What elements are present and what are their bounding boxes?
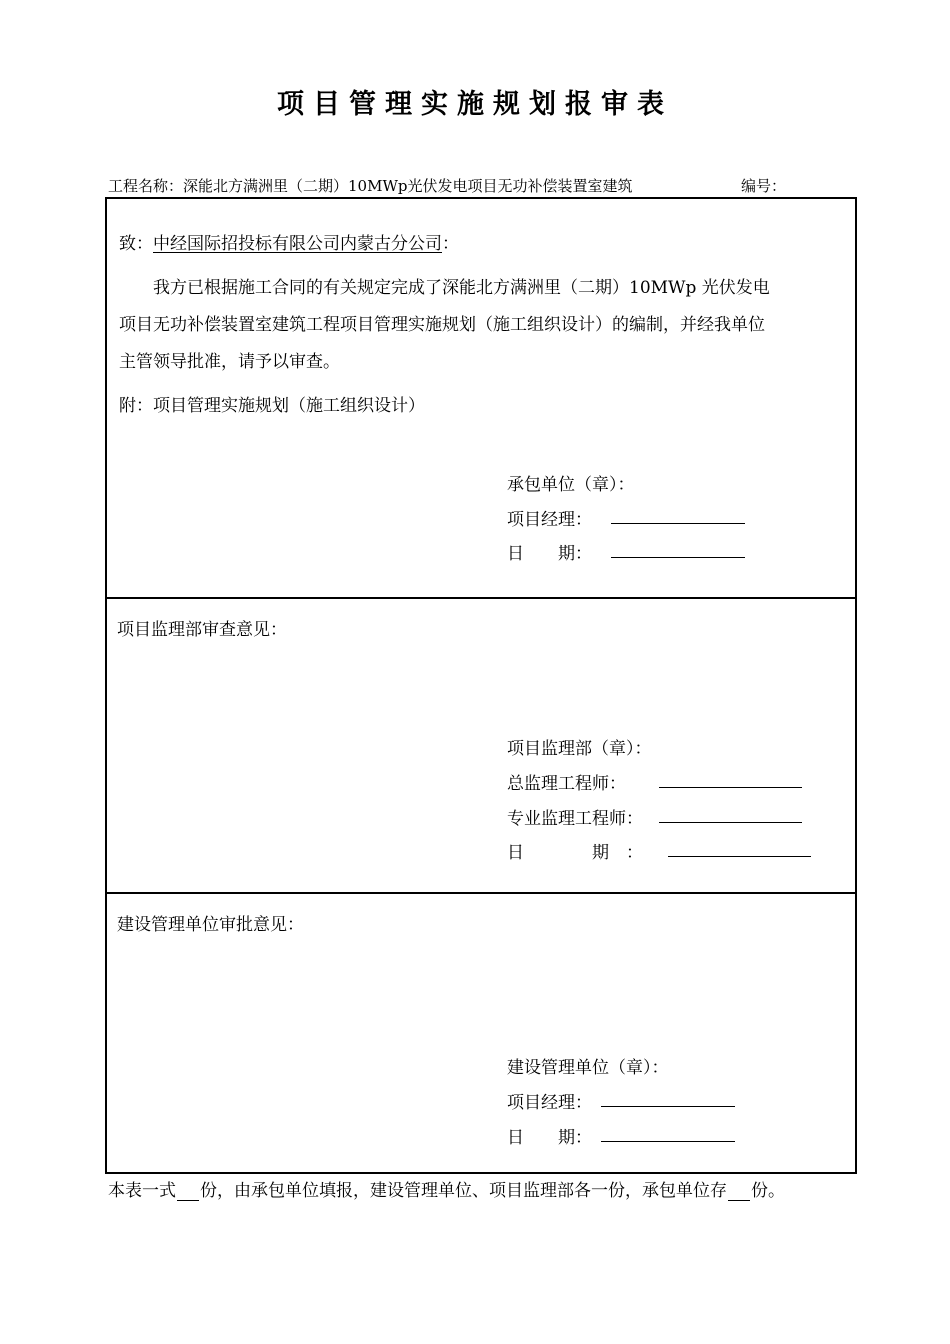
project-name-field: [108, 175, 632, 196]
supervision-heading: 项目监理部审查意见：: [117, 620, 287, 640]
attachment-note: 附：项目管理实施规划（施工组织设计）: [119, 396, 425, 416]
contractor-seal-label: 承包单位（章）：: [507, 475, 635, 495]
recipient-suffix: ：: [442, 234, 459, 254]
project-name-value: 深能北方满洲里（二期）10MWp光伏发电项目无功补偿装置室建筑: [183, 177, 633, 195]
supervision-dept-seal-label: 项目监理部（章）：: [507, 739, 652, 759]
contractor-submission-section: [105, 197, 857, 599]
owner-unit-seal-label: 建设管理单位（章）：: [507, 1058, 669, 1078]
to-prefix: 致：: [119, 234, 153, 254]
chief-engineer-label: 总监理工程师：: [507, 774, 626, 794]
copies-blank[interactable]: [177, 1185, 199, 1201]
date-signature-line[interactable]: [611, 557, 745, 558]
project-manager-signature-line[interactable]: [611, 523, 745, 524]
footer-text-1: 本表一式: [108, 1181, 176, 1201]
footer-text-3: 份。: [751, 1181, 785, 1201]
owner-approval-section: [105, 892, 857, 1174]
project-manager-label: 项目经理：: [507, 510, 592, 530]
form-title: 项目管理实施规划报审表: [277, 89, 673, 120]
body-text-line-2: 项目无功补偿装置室建筑工程项目管理实施规划（施工组织设计）的编制，并经我单位: [119, 315, 765, 335]
owner-date-signature-line[interactable]: [601, 1141, 735, 1142]
recipient-line: [119, 229, 459, 254]
body-text-line-1: 我方已根据施工合同的有关规定完成了深能北方满洲里（二期）10MWp 光伏发电: [153, 278, 770, 298]
supervision-date-signature-line[interactable]: [668, 856, 811, 857]
owner-date-label: 日 期：: [507, 1128, 592, 1148]
specialist-engineer-label: 专业监理工程师：: [507, 809, 643, 829]
serial-number-label: 编号：: [741, 177, 787, 195]
owner-approval-heading: 建设管理单位审批意见：: [117, 915, 304, 935]
owner-project-manager-signature-line[interactable]: [601, 1106, 735, 1107]
chief-engineer-signature-line[interactable]: [659, 787, 802, 788]
retained-copies-blank[interactable]: [728, 1185, 750, 1201]
date-label: 日 期：: [507, 544, 592, 564]
supervision-review-section: [105, 597, 857, 894]
footer-text-2: 份，由承包单位填报，建设管理单位、项目监理部各一份，承包单位存: [200, 1181, 727, 1201]
body-text-line-3: 主管领导批准，请予以审查。: [119, 352, 340, 372]
project-name-label: 工程名称：: [108, 177, 184, 195]
owner-project-manager-label: 项目经理：: [507, 1093, 592, 1113]
specialist-engineer-signature-line[interactable]: [659, 822, 802, 823]
recipient-name: 中经国际招投标有限公司内蒙古分公司: [153, 234, 442, 254]
supervision-date-label: 日 期 ：: [507, 843, 643, 863]
footer-note: [108, 1176, 785, 1201]
